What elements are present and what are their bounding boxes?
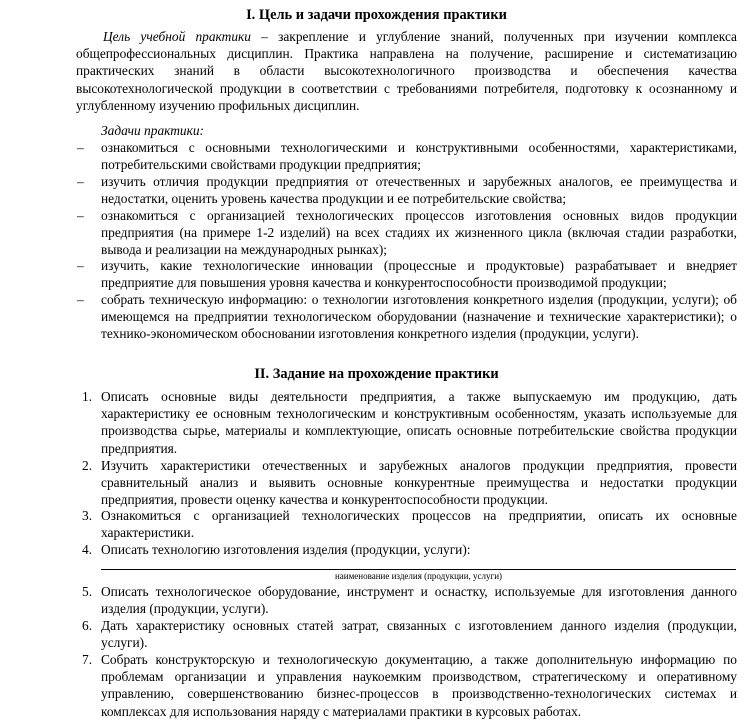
item-number: 3. xyxy=(82,508,93,523)
item-text: Ознакомиться с организацией технологических процессов на предприятии, описать их основные характеристики. xyxy=(101,508,737,541)
dash-marker: – xyxy=(77,258,84,273)
item-number: 5. xyxy=(82,584,93,599)
task-text: ознакомиться с организацией технологических процессов изготовления основных видов продукции предприятия (на примере 1-2 изделий) на всех стадиях их жизненного цикла (включая стадии разработки, вывода и реализации на международных рынках); xyxy=(101,208,737,258)
task-text: собрать техническую информацию: о технологии изготовления конкретного изделия (продукции, услуги); об имеющемся на предприятии технологическом оборудовании (назначение и технические характеристики); о технико-экономическом обосновании изготовления конкретного изделия (продукции, услуги). xyxy=(101,292,737,342)
tasks-label: Задачи практики: xyxy=(101,123,205,138)
item-number: 1. xyxy=(82,389,93,404)
blank-line xyxy=(101,569,736,570)
item-number: 4. xyxy=(82,542,93,557)
item-text: Собрать конструкторскую и технологическую документацию, а также дополнительную информацию по проблемам организации и управления наукоемким производством, стратегическому и оперативному управлению, совершенствованию бизнес-процессов в производственно-технологических системах и комплексах для использования наряду с материалами практики в курсовых работах. xyxy=(101,652,737,719)
blank-caption: наименование изделия (продукции, услуги) xyxy=(334,571,503,581)
item-text: Описать основные виды деятельности предприятия, а также выпускаемую им продукцию, дать характеристику ее основным технологическим и конструктивным особенностям, указать используемые для производства сырье, материалы и комплектующие, описать основные потребительские свойства продукции предприятия. xyxy=(101,389,737,456)
dash-marker: – xyxy=(77,140,84,155)
task-text: изучить отличия продукции предприятия от отечественных и зарубежных аналогов, ее преимущества и недостатки, оценить уровень качества продукции и ее потребительские свойства; xyxy=(101,174,737,207)
item-text: Описать технологию изготовления изделия (продукции, услуги): xyxy=(101,542,471,557)
task-text: ознакомиться с основными технологическими и конструктивными особенностями, характеристиками, потребительскими свойствами продукции предприятия; xyxy=(101,140,737,173)
goal-text: – закрепление и углубление знаний, полученных при изучении комплекса общепрофессиональных дисциплин. Практика направлена на получение, расширение и систематизацию практических знаний в области высокотехнологичного производства и обеспечения качества высокотехнологической продукции в соответствии с требованиями потребителя, подготовку к осознанному и углубленному изучению профильных дисциплин. xyxy=(76,29,737,113)
item-text: Изучить характеристики отечественных и зарубежных аналогов продукции предприятия, провести сравнительный анализ и выявить основные конкурентные преимущества и недостатки продукции предприятия, провести оценку качества и конкурентоспособности продукции. xyxy=(101,458,737,508)
task-text: изучить, какие технологические инновации (процессные и продуктовые) разрабатывает и внедряет предприятие для повышения уровня качества и конкурентоспособности производимой продукции; xyxy=(101,258,737,291)
item-number: 6. xyxy=(82,618,93,633)
item-text: Дать характеристику основных статей затрат, связанных с изготовлением данного изделия (продукции, услуги). xyxy=(101,618,737,651)
dash-marker: – xyxy=(77,208,84,223)
goal-paragraph xyxy=(76,28,737,114)
item-number: 7. xyxy=(82,652,93,667)
item-number: 2. xyxy=(82,458,93,473)
dash-marker: – xyxy=(77,174,84,189)
section-2-title: II. Задание на прохождение практики xyxy=(254,366,499,382)
section-1-title: I. Цель и задачи прохождения практики xyxy=(246,7,507,23)
dash-marker: – xyxy=(77,292,84,307)
goal-label: Цель учебной практики xyxy=(103,29,251,44)
item-text: Описать технологическое оборудование, инструмент и оснастку, используемые для изготовления данного изделия (продукции, услуги). xyxy=(101,584,737,617)
